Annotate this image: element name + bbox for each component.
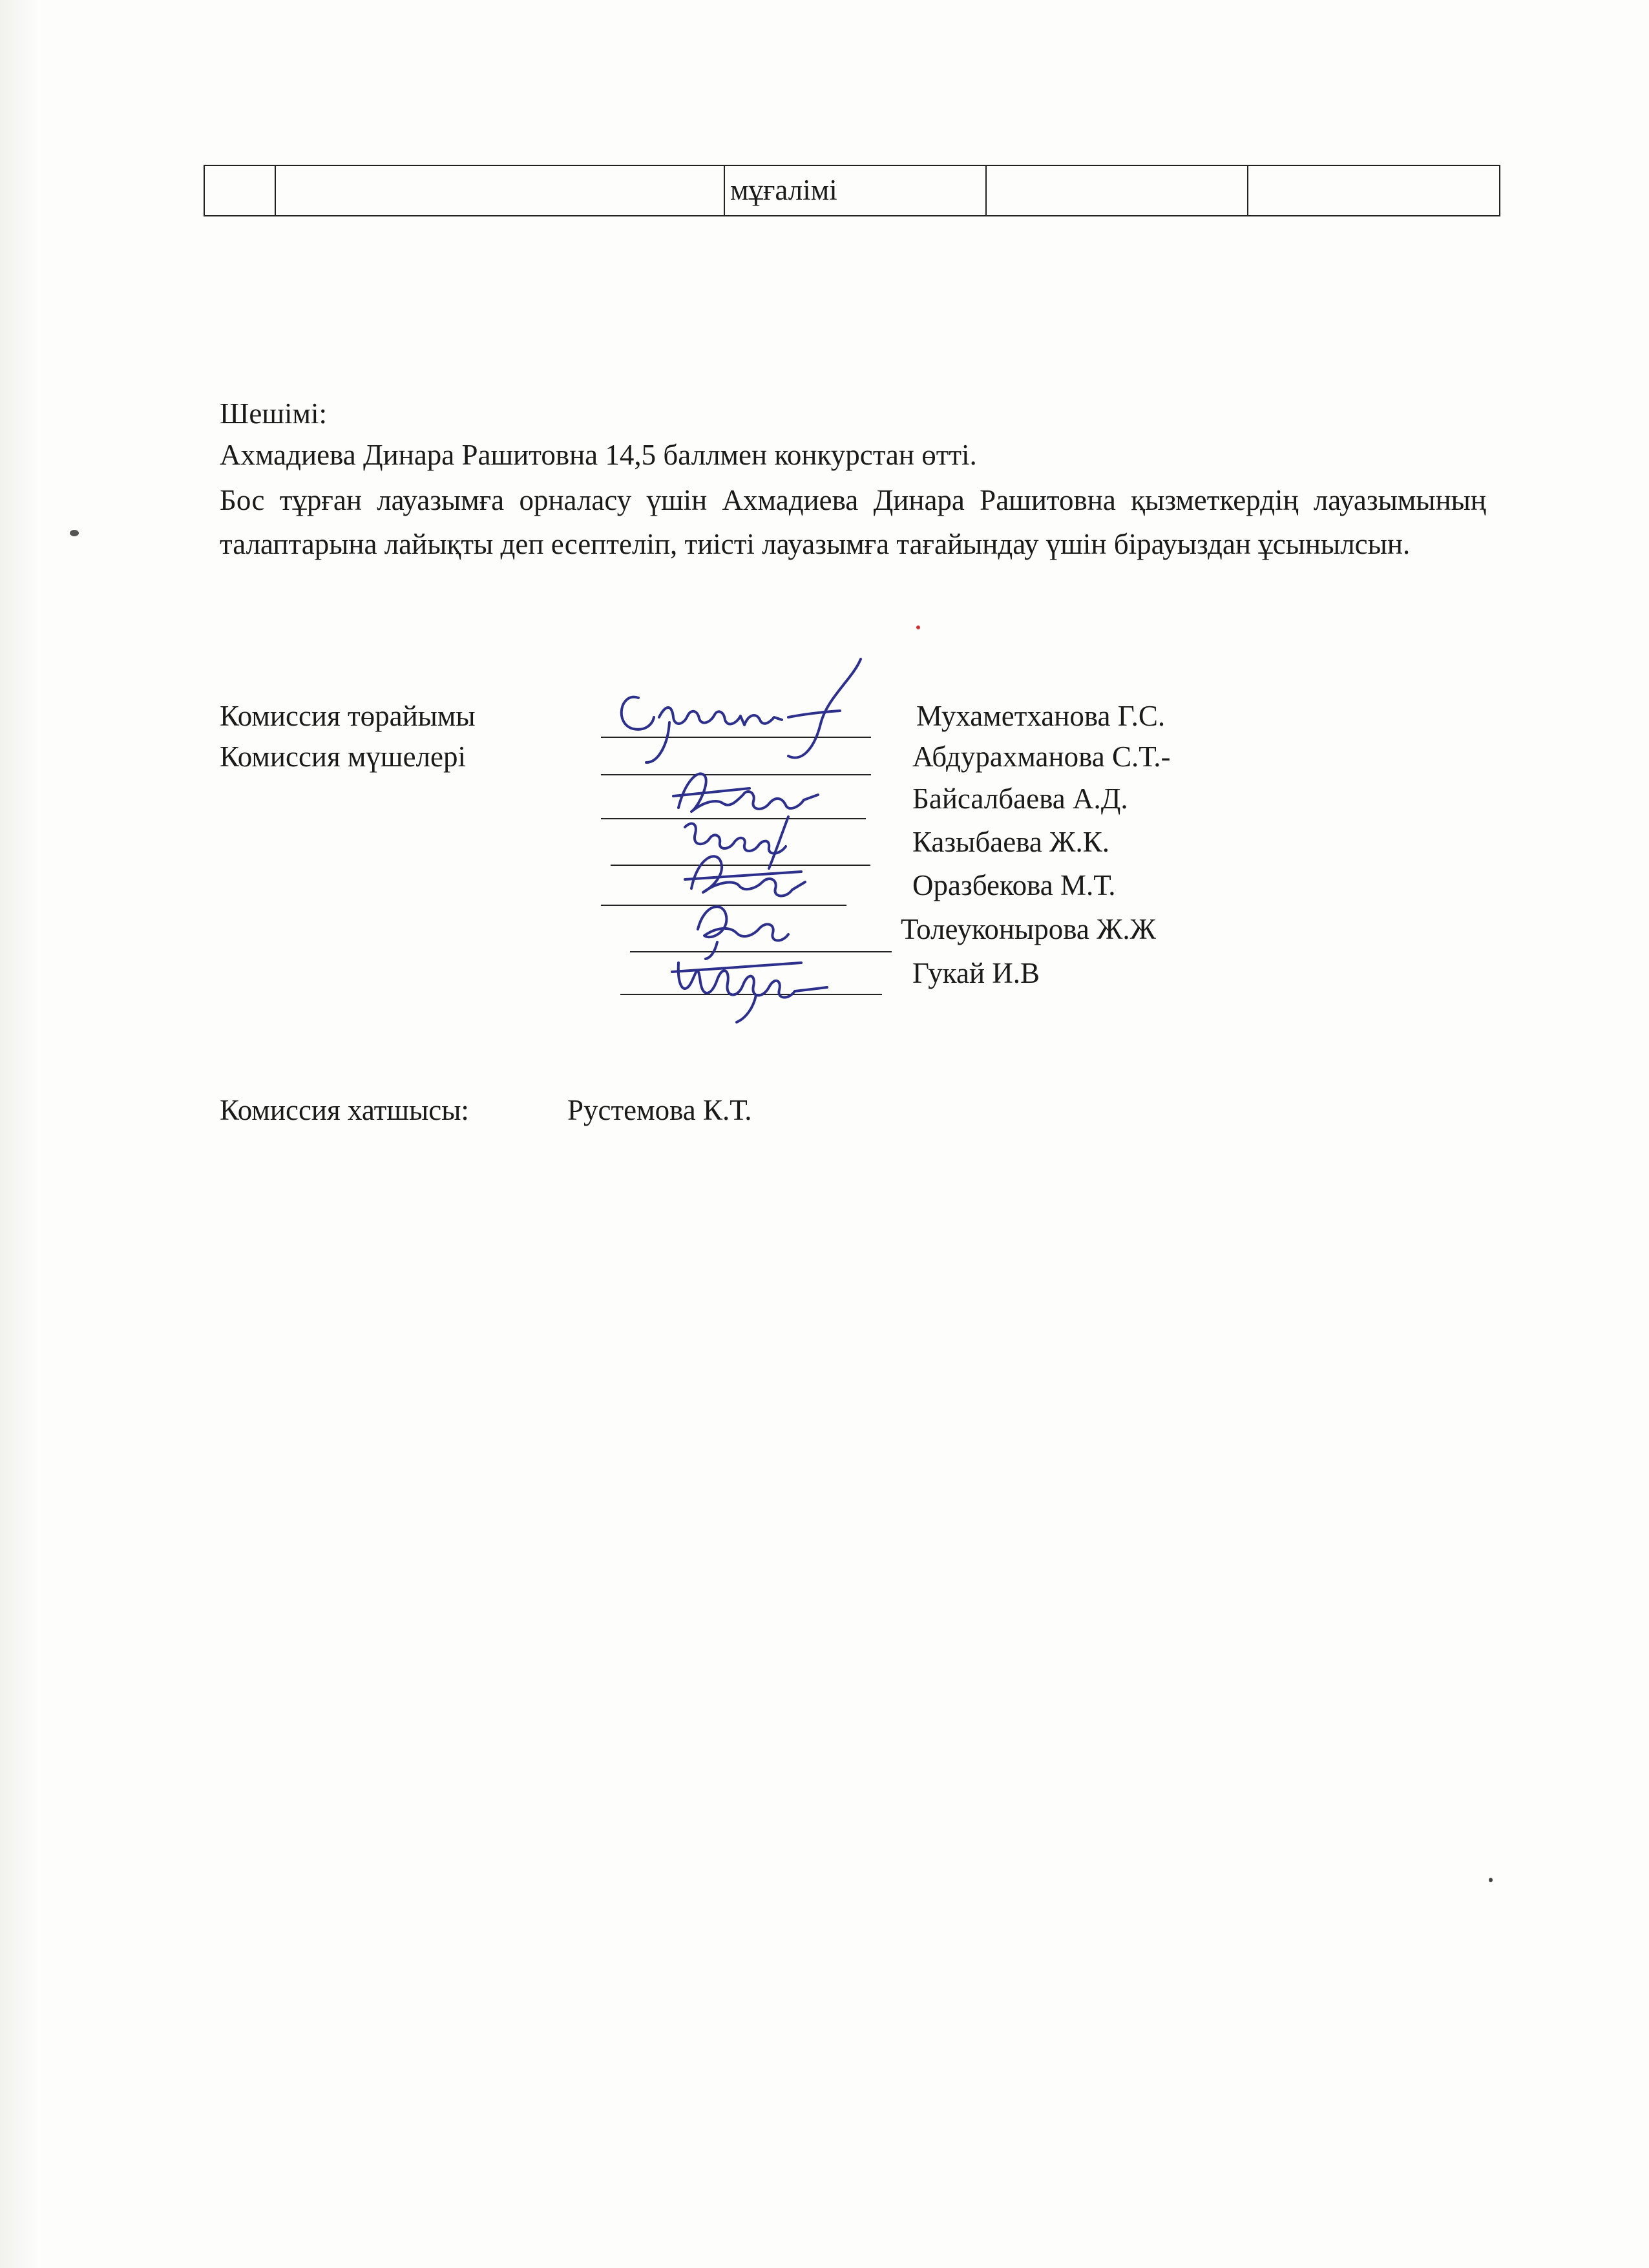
scan-speck [916,625,920,629]
decision-result-line: Ахмадиева Динара Рашитовна 14,5 баллмен конкурстан өтті. [220,439,977,471]
chair-name: Мухаметханова Г.С. [916,700,1166,732]
table-row [204,165,1500,216]
commission-chair-label: Комиссия төрайымы [220,700,476,732]
table-cell [204,165,275,216]
member-name: Оразбекова М.Т. [912,869,1116,901]
table-fragment [204,165,1500,216]
member-name: Абдурахманова С.Т.- [912,740,1171,773]
table-cell [275,165,724,216]
commission-members-label: Комиссия мүшелері [220,740,466,773]
member-name: Казыбаева Ж.К. [912,826,1109,858]
table-cell-position: мұғалімі [724,165,986,216]
signature-member-gukay [666,937,859,1027]
scan-speck [1489,1878,1493,1882]
decision-heading: Шешімі: [220,397,328,430]
scan-edge-shadow [0,0,39,2268]
member-name: Толеуконырова Ж.Ж [901,913,1156,945]
table-cell [1248,165,1500,216]
scan-speck [70,530,79,536]
decision-paragraph: Бос тұрған лауазымға орналасу үшін Ахмадиева Динара Рашитовна қызметкердің лауазымының талаптарына лайықты деп есептеліп, тиісті лауазымға тағайындау үшін бірауыздан ұсынылсын. [220,484,1486,560]
table-cell [986,165,1248,216]
member-name: Байсалбаева А.Д. [912,782,1128,815]
secretary-name: Рустемова К.Т. [567,1094,752,1126]
member-name: Гукай И.В [912,957,1040,989]
secretary-label: Комиссия хатшысы: [220,1094,469,1126]
